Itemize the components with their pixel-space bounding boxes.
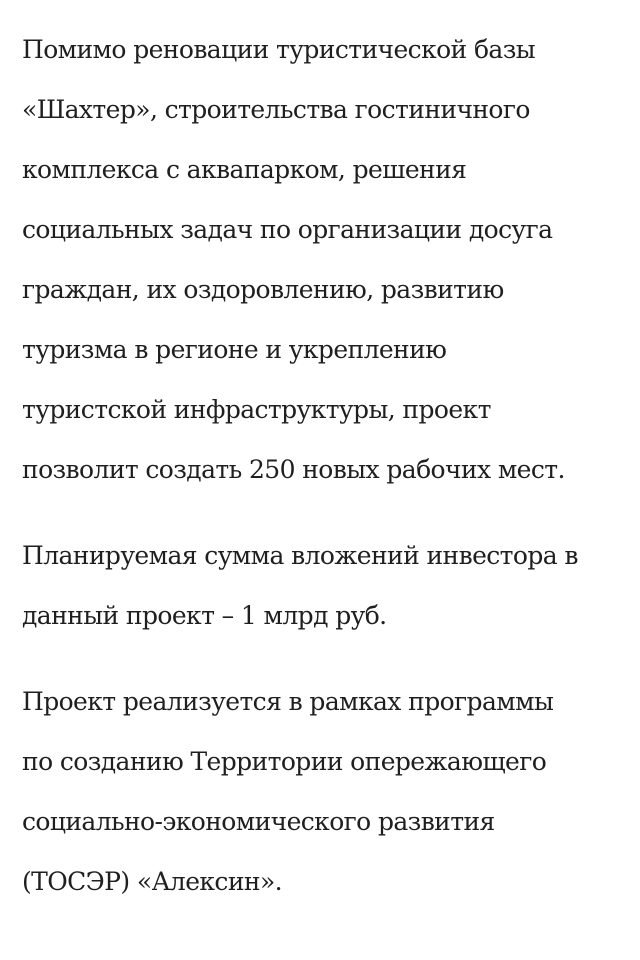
text-line: позволит создать 250 новых рабочих мест. [22,455,565,484]
text-line: данный проект – 1 млрд руб. [22,601,387,630]
text-line: Помимо реновации туристической базы [22,35,536,64]
text-line: социальных задач по организации досуга [22,215,553,244]
text-line: по созданию Территории опережающего [22,747,547,776]
paragraph-program [22,672,622,912]
text-line: Планируемая сумма вложений инвестора в [22,541,578,570]
article-body [22,20,622,938]
text-line: комплекса с аквапарком, решения [22,155,467,184]
text-line: социально-экономического развития [22,807,495,836]
text-line: туристской инфраструктуры, проект [22,395,491,424]
text-line: (ТОСЭР) «Алексин». [22,867,283,896]
text-line: граждан, их оздоровлению, развитию [22,275,504,304]
text-line: туризма в регионе и укреплению [22,335,447,364]
text-line: «Шахтер», строительства гостиничного [22,95,530,124]
text-line: Проект реализуется в рамках программы [22,687,554,716]
paragraph-tourist-base [22,20,622,500]
paragraph-investment-sum [22,526,622,646]
